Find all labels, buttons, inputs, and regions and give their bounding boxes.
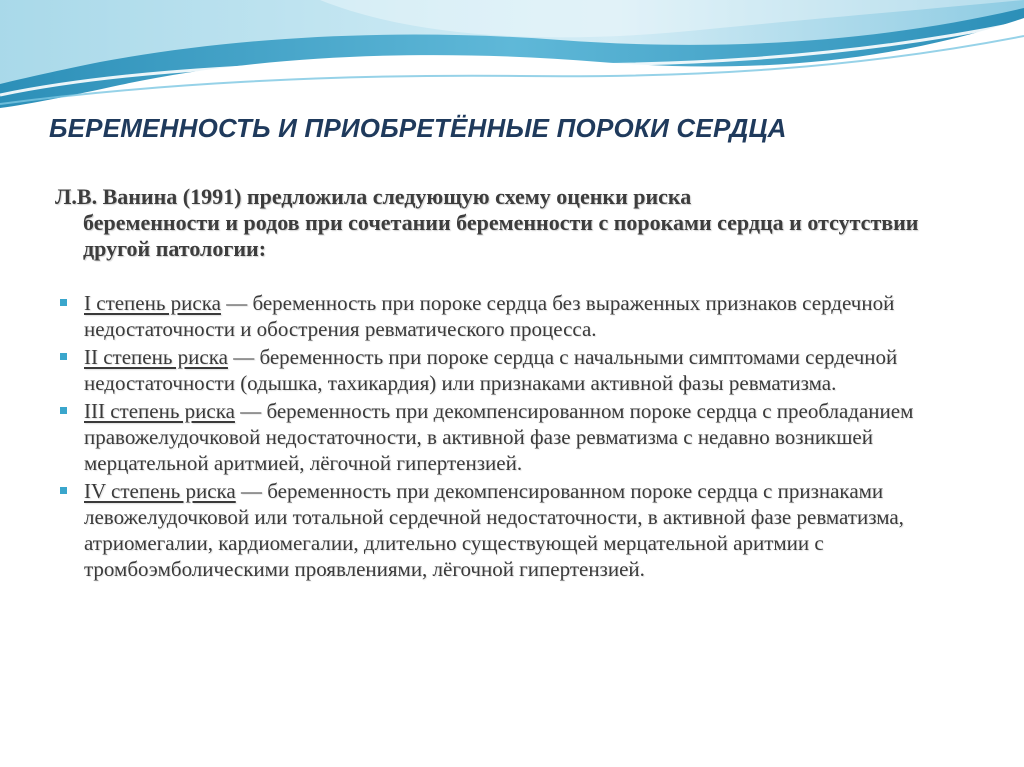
risk-level-1 <box>58 290 978 342</box>
risk-level-4 <box>58 478 978 582</box>
header-wave-decoration <box>0 0 1024 130</box>
risk-degree-label: IV степень риска <box>84 479 236 503</box>
risk-degree-label: III степень риска <box>84 399 235 423</box>
square-bullet-icon <box>60 487 67 494</box>
risk-degree-label: II степень риска <box>84 345 228 369</box>
risk-level-2 <box>58 344 978 396</box>
intro-paragraph <box>55 184 955 262</box>
square-bullet-icon <box>60 353 67 360</box>
risk-description: — беременность при декомпенсированном пороке сердца с преобладанием правожелудочковой недостаточности, в активной фазе ревматизма с недавно возникшей мерцательной аритмией, лёгочной гипертензией. <box>84 399 914 475</box>
risk-description: — беременность при пороке сердца без выраженных признаков сердечной недостаточности и обострения ревматического процесса. <box>84 291 895 341</box>
risk-levels-list <box>58 290 978 584</box>
slide-title: БЕРЕМЕННОСТЬ И ПРИОБРЕТЁННЫЕ ПОРОКИ СЕРДЦА <box>49 113 787 143</box>
risk-description: — беременность при декомпенсированном пороке сердца с признаками левожелудочковой или тотальной сердечной недостаточности, в активной фазе ревматизма, атриомегалии, кардиомегалии, длительно существующей мерцательной аритмии с тромбоэмболическими проявлениями, лёгочной гипертензией. <box>84 479 904 581</box>
square-bullet-icon <box>60 407 67 414</box>
risk-level-3 <box>58 398 978 476</box>
intro-rest: беременности и родов при сочетании беременности с пороками сердца и отсутствии другой патологии: <box>83 210 919 261</box>
risk-description: — беременность при пороке сердца с начальными симптомами сердечной недостаточности (одышка, тахикардия) или признаками активной фазы ревматизма. <box>84 345 898 395</box>
square-bullet-icon <box>60 299 67 306</box>
intro-first-line: Л.В. Ванина (1991) предложила следующую схему оценки риска <box>55 184 692 209</box>
risk-degree-label: I степень риска <box>84 291 221 315</box>
